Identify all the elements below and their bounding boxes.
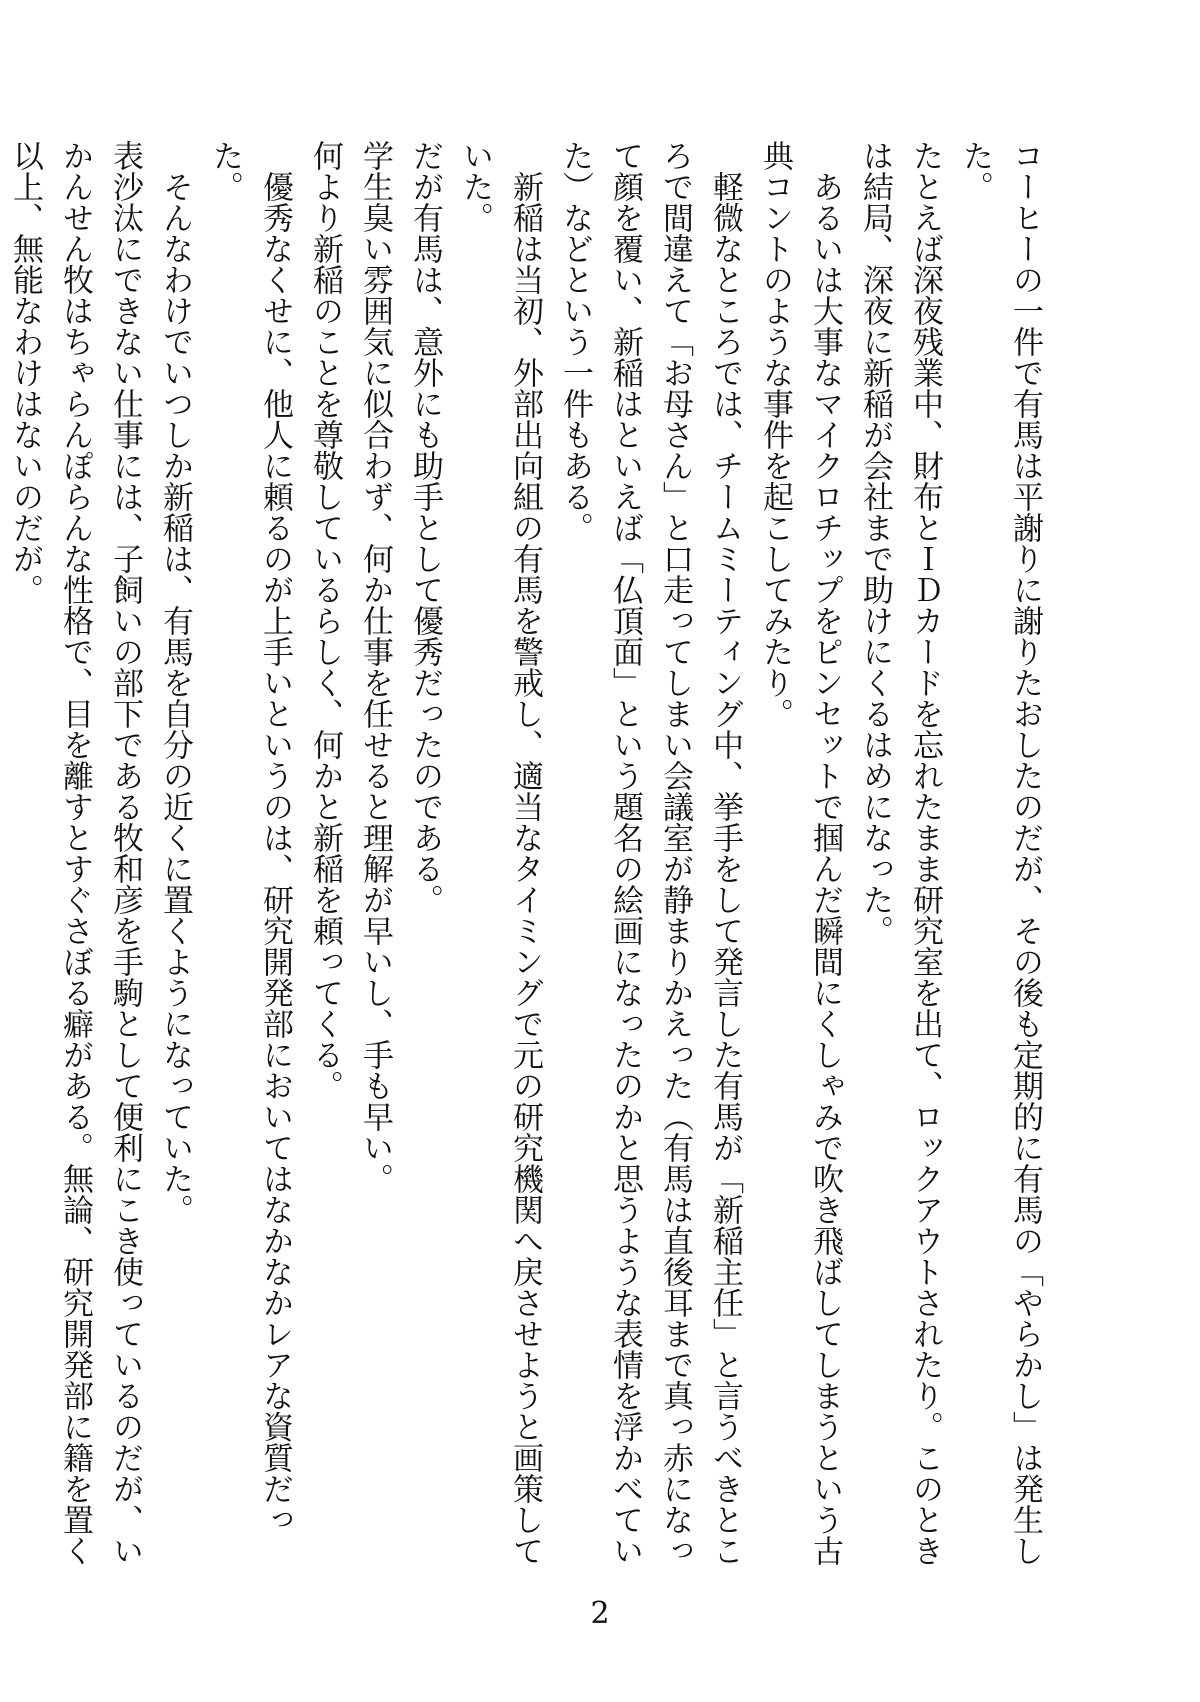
vertical-text-body bbox=[7, 140, 1050, 1580]
paragraph-respect: 何より新稲のことを尊敬しているらしく、何かと新稲を頼ってくる。 bbox=[307, 140, 343, 1101]
paragraph-coffee-incident: コーヒーの一件で有馬は平謝りに謝りたおしたのだが、その後も定期的に有馬の「やらかし」は発生した。 bbox=[957, 140, 1043, 1566]
paragraph-meeting: 軽微なところでは、チームミーティング中、挙手をして発言した有馬が「新稲主任」と言うべきところで間違えて「お母さん」と口走ってしまい会議室が静まりかえった（有馬は直後耳まで真っ赤になって顔を覆い、新稲はといえば「仏頂面」という題名の絵画になったのかと思うような表情を浮かべていた）などという一件もある。 bbox=[557, 140, 743, 1566]
paragraph-quick-learner: 学生臭い雰囲気に似合わず、何か仕事を任せると理解が早いし、手も早い。 bbox=[357, 140, 393, 1194]
paragraph-excellent-assistant: だが有馬は、意外にも助手として優秀だったのである。 bbox=[407, 140, 443, 915]
page-number: 2 bbox=[590, 1596, 610, 1631]
paragraph-kept-close: そんなわけでいつしか新稲は、有馬を自分の近くに置くようになっていた。 bbox=[157, 171, 193, 1225]
paragraph-lockout: たとえば深夜残業中、財布とＩＤカードを忘れたまま研究室を出て、ロックアウトされたり。このときは結局、深夜に新稲が会社まで助けにくるはめになった。 bbox=[857, 140, 943, 1566]
paragraph-microchip: あるいは大事なマイクロチップをピンセットで掴んだ瞬間にくしゃみで吹き飛ばしてしまうという古典コントのような事件を起こしてみたり。 bbox=[757, 140, 843, 1566]
paragraph-rare-quality: 優秀なくせに、他人に頼るのが上手いというのは、研究開発部においてはなかなかレアな資質だった。 bbox=[207, 140, 293, 1535]
paragraph-maki: 表沙汰にできない仕事には、子飼いの部下である牧和彦を手駒として便利にこき使っているのだが、いかんせん牧はちゃらんぽらんな性格で、目を離すとすぐさぼる癖がある。無論、研究開発部に籍を置く以上、無能なわけはないのだが。 bbox=[7, 140, 143, 1566]
paragraph-initial-wariness: 新稲は当初、外部出向組の有馬を警戒し、適当なタイミングで元の研究機関へ戻させようと画策していた。 bbox=[457, 140, 543, 1566]
